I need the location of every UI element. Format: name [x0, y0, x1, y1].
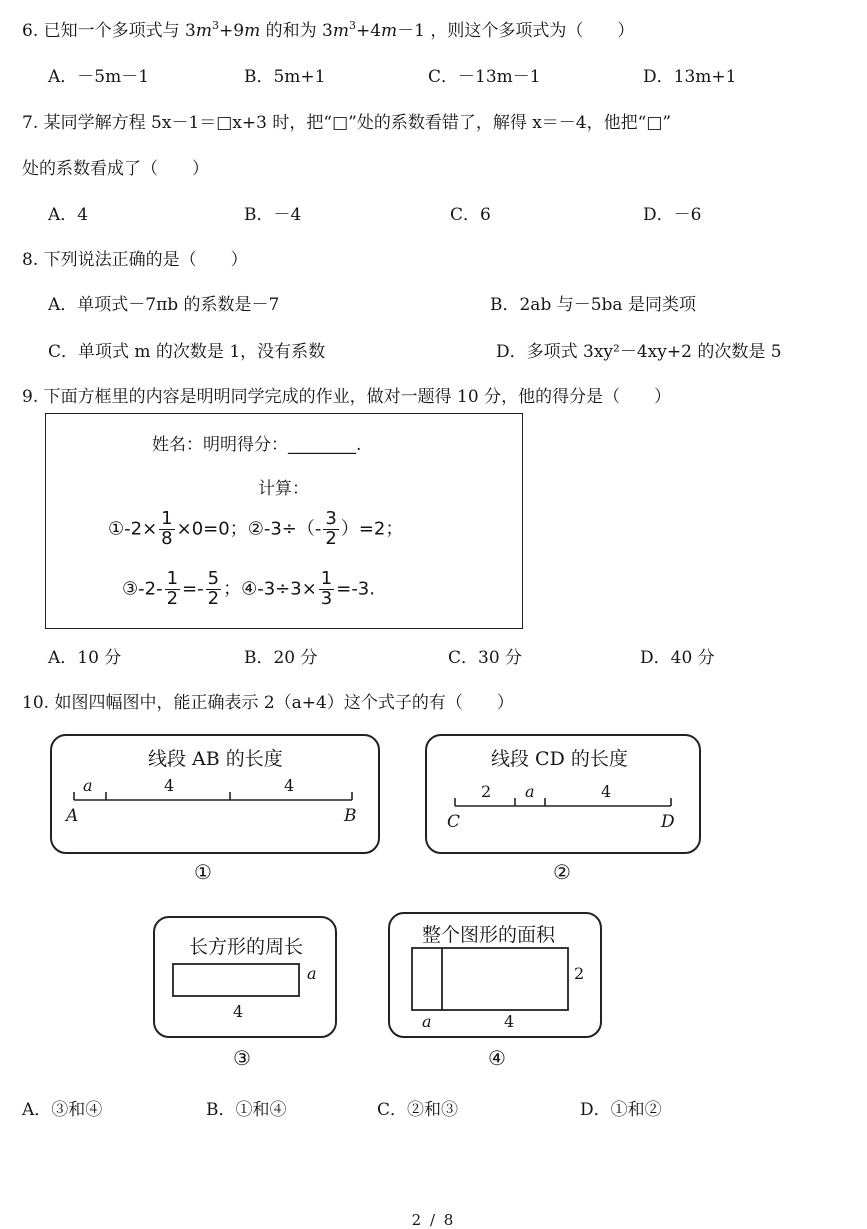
figure-3-title: 长方形的周长 — [189, 936, 304, 958]
figure-3-frame — [153, 916, 337, 1038]
fraction-1-8 — [159, 510, 174, 549]
q8-stem — [22, 245, 248, 270]
q7-line1: 某同学解方程 5x－1＝□x+3 时，把“□”处的系数看错了，解得 x＝－4，他把“□” — [43, 113, 672, 133]
frac-den: 2 — [207, 587, 220, 609]
q9-option-a[interactable]: A．10 分 — [48, 648, 122, 668]
q7-option-c[interactable]: C．6 — [450, 205, 491, 225]
frac-num: 1 — [161, 508, 173, 529]
figure-4-title: 整个图形的面积 — [422, 924, 556, 946]
point-c-label: C — [447, 812, 461, 832]
q9-option-b[interactable]: B．20 分 — [244, 648, 318, 668]
frac-num: 3 — [325, 508, 337, 529]
area-side-label: 2 — [574, 964, 585, 983]
q8-number: 8. — [22, 250, 39, 270]
page-number: 2 / 8 — [411, 1211, 456, 1229]
figure-4-frame — [388, 912, 602, 1038]
item4-left: ；④-3÷3× — [223, 578, 317, 600]
q10-stem-text: 如图四幅图中，能正确表示 2（a+4）这个式子的有（ ） — [54, 693, 514, 713]
q9-option-d[interactable]: D．40 分 — [640, 648, 715, 668]
homework-row-1 — [108, 510, 403, 549]
q8-option-b[interactable]: B．2ab 与－5ba 是同类项 — [490, 295, 696, 315]
q10-stem — [22, 688, 514, 713]
seg1-label-4b: 4 — [284, 776, 295, 795]
homework-calc-label: 计算： — [258, 479, 309, 499]
fraction-1-2 — [165, 570, 180, 609]
q10-option-c[interactable]: C．②和③ — [377, 1100, 459, 1120]
frac-den: 2 — [166, 587, 179, 609]
q10-option-d[interactable]: D．①和② — [580, 1100, 662, 1120]
q8-stem-text: 下列说法正确的是（ ） — [43, 250, 248, 270]
figure-1-title: 线段 AB 的长度 — [148, 748, 283, 770]
homework-name: 姓名：明明得分： — [152, 435, 288, 455]
item2-left: ②-3÷（- — [247, 518, 322, 540]
q10-option-b[interactable]: B．①和④ — [206, 1100, 287, 1120]
q7-option-b[interactable]: B．－4 — [244, 205, 302, 225]
q8-option-d[interactable]: D．多项式 3xy²－4xy+2 的次数是 5 — [496, 342, 782, 362]
rectangle-shape — [173, 964, 299, 996]
fraction-3-2 — [323, 510, 338, 549]
rect-side-label: a — [307, 964, 317, 983]
fraction-1-3 — [319, 570, 334, 609]
figure-2-frame — [425, 734, 701, 854]
frac-den: 3 — [320, 587, 333, 609]
item4-right: =-3. — [336, 578, 375, 600]
q6-stem-b: 的和为 — [265, 21, 317, 41]
homework-name-line — [152, 430, 361, 455]
figure-1-frame — [50, 734, 380, 854]
rect-bottom-label: 4 — [233, 1002, 244, 1021]
homework-box — [45, 413, 523, 629]
seg1-label-a: a — [83, 776, 93, 795]
frac-den: 2 — [325, 527, 337, 549]
q7-option-d[interactable]: D．－6 — [643, 205, 702, 225]
q6-stem: 6. 已知一个多项式与 $3m^3+9m$ 的和为 $3m^3+4m-1$ ，则这个多项式为（ ） — [22, 19, 635, 41]
item1-right: ×0=0； — [176, 518, 248, 540]
q8-option-c[interactable]: C．单项式 m 的次数是 1，没有系数 — [48, 342, 326, 362]
seg1-label-4a: 4 — [164, 776, 175, 795]
frac-num: 5 — [207, 568, 220, 589]
q7-stem-line2: 处的系数看成了（ ） — [22, 159, 209, 179]
segment-cd-diagram — [427, 736, 699, 852]
figure-4-number: ④ — [488, 1046, 506, 1070]
fraction-5-2 — [206, 570, 221, 609]
frac-num: 1 — [166, 568, 179, 589]
q6-stem-c: ，则这个多项式为（ ） — [430, 21, 635, 41]
q7-option-a[interactable]: A．4 — [48, 205, 89, 225]
figure-1-number: ① — [194, 860, 212, 884]
q6-option-c[interactable]: C．－13m－1 — [428, 67, 541, 87]
item1-left: ①-2× — [108, 518, 158, 540]
q7-number: 7. — [22, 113, 39, 133]
area-bottom-a-label: a — [422, 1012, 432, 1031]
q6-option-b[interactable]: B．5m+1 — [244, 67, 326, 87]
frac-num: 1 — [320, 568, 333, 589]
figure-2-number: ② — [553, 860, 571, 884]
frac-den: 8 — [161, 527, 173, 549]
item3-mid: =- — [182, 578, 204, 600]
q10-number: 10. — [22, 693, 50, 713]
seg2-label-2: 2 — [481, 782, 492, 801]
seg2-label-a: a — [525, 782, 535, 801]
figure-3-number: ③ — [233, 1046, 251, 1070]
segment-ab-diagram — [52, 736, 378, 852]
q9-number: 9. — [22, 387, 39, 407]
area-bottom-4-label: 4 — [504, 1012, 515, 1031]
figure-2-title: 线段 CD 的长度 — [491, 748, 628, 770]
q7-stem-line1 — [22, 108, 671, 133]
q6-number: 6. — [22, 21, 39, 41]
q6-option-d[interactable]: D．13m+1 — [643, 67, 737, 87]
score-blank: ________. — [288, 435, 362, 455]
item2-right: ）=2； — [340, 518, 404, 540]
seg2-label-4: 4 — [601, 782, 612, 801]
area-rectangle — [412, 948, 568, 1010]
point-b-label: B — [344, 806, 357, 826]
q6-stem-a: 已知一个多项式与 — [43, 21, 180, 41]
q8-option-a[interactable]: A．单项式－7πb 的系数是－7 — [48, 295, 280, 315]
q9-stem-text: 下面方框里的内容是明明同学完成的作业，做对一题得 10 分，他的得分是（ ） — [43, 387, 672, 407]
point-a-label: A — [66, 806, 79, 826]
homework-row-2 — [122, 570, 375, 609]
point-d-label: D — [661, 812, 675, 832]
q9-option-c[interactable]: C．30 分 — [448, 648, 523, 668]
q9-stem — [22, 382, 671, 407]
item3-left: ③-2- — [122, 578, 163, 600]
q6-option-a[interactable]: A．－5m－1 — [48, 67, 150, 87]
q10-option-a[interactable]: A．③和④ — [22, 1100, 103, 1120]
